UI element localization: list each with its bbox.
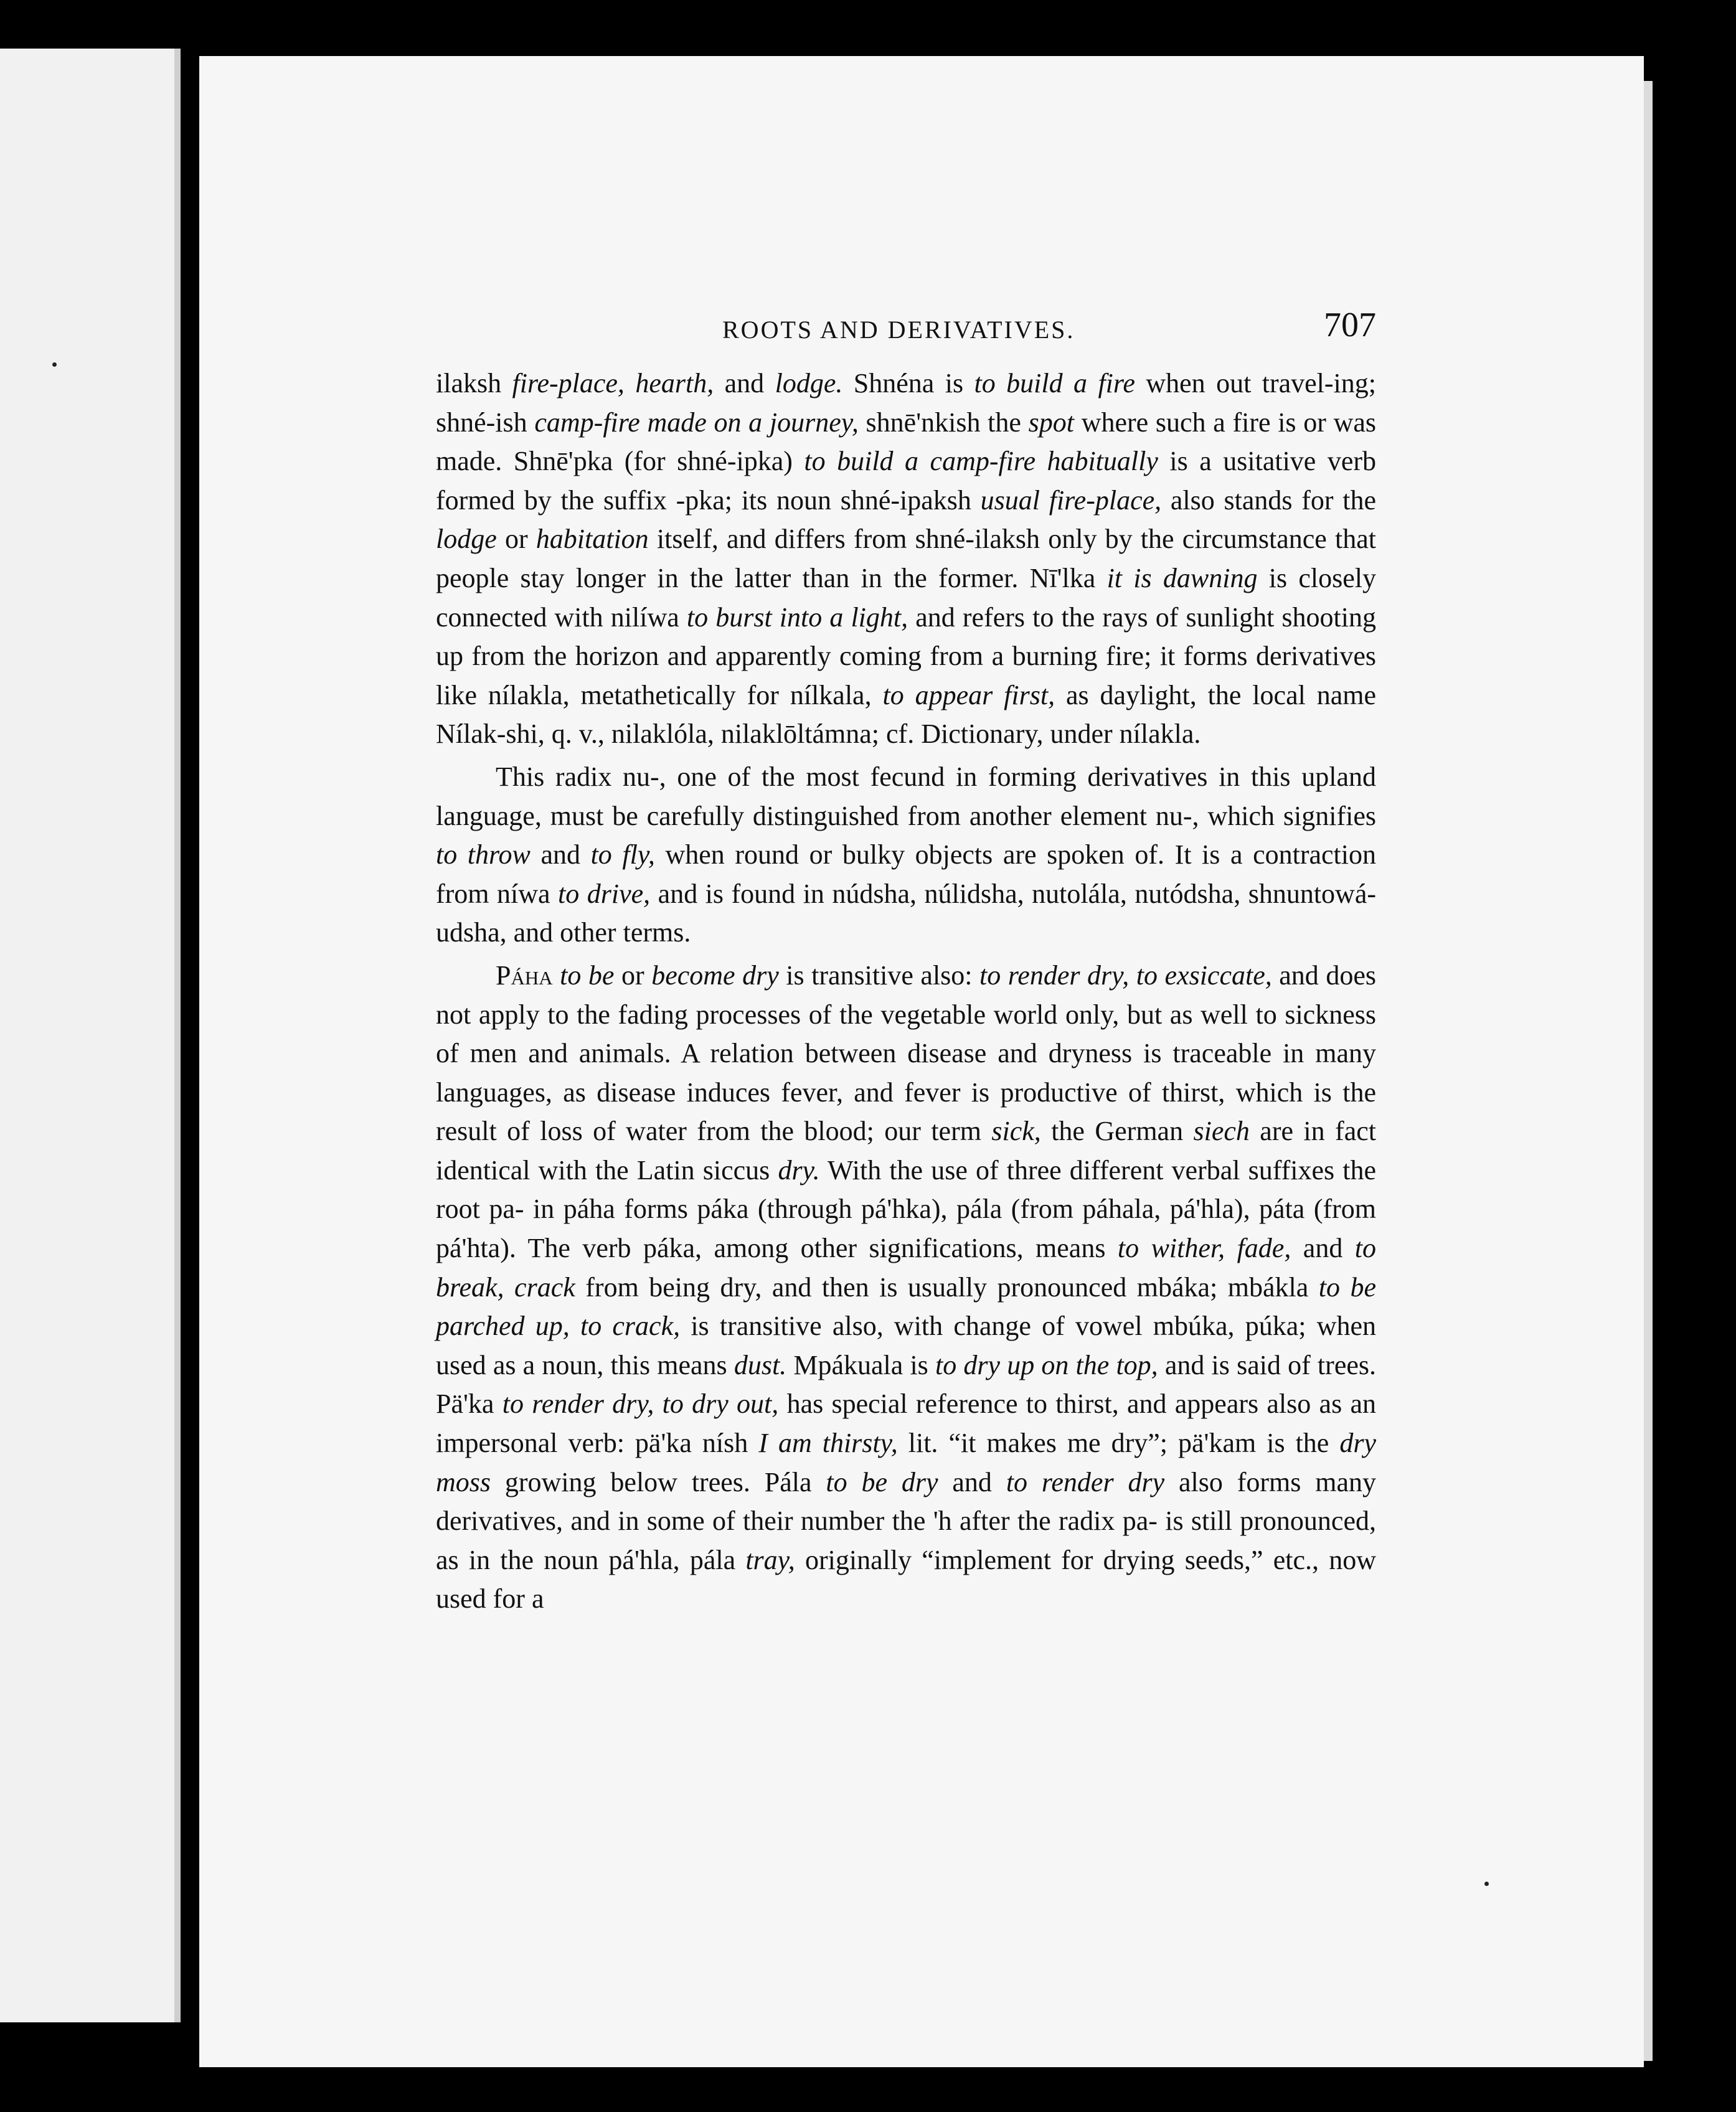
scan-speck [1484, 1882, 1489, 1886]
page-number: 707 [1324, 306, 1376, 344]
text-run: the German [1040, 1116, 1194, 1147]
italic-term: usual fire-place, [980, 484, 1162, 516]
text-run: and [1291, 1233, 1355, 1264]
italic-term: fire-place, hearth, [512, 368, 714, 398]
italic-term: to dry up on the top, [935, 1349, 1158, 1380]
italic-term: to be dry [826, 1466, 938, 1497]
italic-term: to render dry, to dry out, [502, 1388, 779, 1420]
italic-term: dust. [734, 1349, 787, 1380]
text-run: shnē'nkish the [858, 407, 1029, 438]
text-run: when round or bulky objects are spoken of. It is a contraction from níwa [436, 839, 1376, 909]
text-run: and refers to the rays of sunlight shooting up from the horizon and apparently coming from a burning fire; it forms derivatives like nílakla, metathetically for nílkala, [436, 601, 1376, 710]
italic-term: to build a fire [974, 368, 1135, 398]
text-run: has special reference to thirst, and appears also as an impersonal verb: pä'ka nísh [436, 1388, 1376, 1459]
italic-term: to be [560, 959, 615, 991]
italic-term: to build a camp-fire habitually [804, 446, 1158, 477]
italic-term: siech [1193, 1116, 1250, 1147]
page-header [436, 305, 1376, 361]
text-run: is transitive also, with change of vowel mbúka, púka; when used as a noun, this means [436, 1311, 1377, 1380]
italic-term: it is dawning [1106, 562, 1258, 593]
text-run: or [614, 959, 652, 991]
body-text [436, 364, 1376, 1619]
text-run: and [530, 839, 591, 870]
text-run: originally “implement for drying seeds,” etc., now used for a [436, 1544, 1377, 1615]
text-run: also stands for the [1161, 484, 1376, 516]
paragraph [436, 956, 1376, 1619]
text-run: and [714, 368, 775, 398]
italic-term: to render dry [1006, 1466, 1165, 1497]
headword: Páha [496, 959, 553, 991]
italic-term: to fly, [590, 839, 655, 870]
italic-term: tray, [745, 1544, 795, 1575]
text-run [553, 960, 560, 991]
text-run: This radix nu-, one of the most fecund in forming derivatives in this upland language, must be carefully distinguished from another element nu-, which signifies [436, 761, 1376, 831]
text-run: and does not apply to the fading processes of the vegetable world only, but as well to sickness of men and animals. A relation between disease and dryness is traceable in many languages, as disease induces fever, and fever is productive of thirst, which is the result of loss of water from the blood; our term [436, 959, 1376, 1147]
text-run: growing below trees. Pála [491, 1466, 826, 1497]
text-run: Mpákuala is [786, 1349, 935, 1380]
italic-term: habitation [535, 524, 649, 555]
text-run: where such a fire is or was made. Shnē'pka (for shné-ipka) [436, 407, 1377, 477]
text-run: itself, and differs from shné-ilaksh only by the circumstance that people stay longer in the latter than in the former. Nī'lka [436, 524, 1376, 593]
text-run: as daylight, the local name Nílak-shi, q. v., nilaklóla, nilaklōltámna; cf. Dictionary, under nílakla. [436, 679, 1377, 750]
text-run: lit. “it makes me dry”; pä'kam is the [897, 1428, 1340, 1459]
text-run: Shnéna is [842, 368, 974, 398]
text-run: from being dry, and then is usually pronounced mbáka; mbákla [575, 1271, 1319, 1303]
italic-term: become dry [651, 959, 779, 991]
scan-speck [52, 362, 57, 367]
italic-term: lodge [436, 524, 497, 555]
text-run: and [938, 1466, 1006, 1497]
italic-term: lodge. [775, 368, 843, 398]
text-run: also forms many derivatives, and in some of their number the 'h after the radix pa- is still pronounced, as in the noun pá'hla, pála [436, 1466, 1377, 1575]
paragraph [436, 364, 1376, 754]
italic-term: dry moss [436, 1428, 1377, 1497]
italic-term: to burst into a light, [686, 601, 908, 633]
italic-term: to throw [436, 839, 531, 870]
paragraph [436, 758, 1376, 953]
text-run: is a usitative verb formed by the suffix -pka; its noun shné-ipaksh [436, 446, 1376, 516]
running-head: ROOTS AND DERIVATIVES. [722, 316, 1075, 344]
text-run: when out travel-ing; shné-ish [436, 368, 1376, 438]
italic-term: to be parched up, to crack, [436, 1271, 1376, 1342]
text-run: With the use of three different verbal suffixes the root pa- in páha forms páka (through pá'hka), pála (from páhala, pá'hla), páta (from pá'hta). The verb páka, among other significations, means [436, 1154, 1376, 1264]
text-run: and is found in núdsha, núlidsha, nutolála, nutódsha, shnuntowá-udsha, and other terms. [436, 878, 1376, 948]
italic-term: camp-fire made on a journey, [534, 407, 859, 438]
left-page-edge [0, 49, 181, 2022]
text-run: and is said of trees. Pä'ka [436, 1349, 1376, 1420]
page-edge [1644, 81, 1653, 2061]
text-run: are in fact identical with the Latin siccus [436, 1116, 1376, 1186]
italic-term: to drive, [558, 878, 651, 909]
italic-term: dry. [778, 1154, 820, 1186]
text-run: ilaksh [436, 368, 512, 398]
text-run: is transitive also: [778, 959, 980, 991]
italic-term: to break, crack [436, 1233, 1376, 1303]
text-run: is closely connected with nilíwa [436, 562, 1376, 633]
italic-term: to wither, fade, [1117, 1233, 1291, 1264]
italic-term: spot [1028, 407, 1074, 438]
italic-term: to render dry, to exsiccate, [979, 959, 1272, 991]
italic-term: I am thirsty, [758, 1428, 898, 1459]
italic-term: to appear first, [882, 679, 1055, 710]
text-run: or [496, 524, 536, 555]
left-page-gutter [174, 49, 181, 2022]
italic-term: sick, [991, 1116, 1041, 1147]
